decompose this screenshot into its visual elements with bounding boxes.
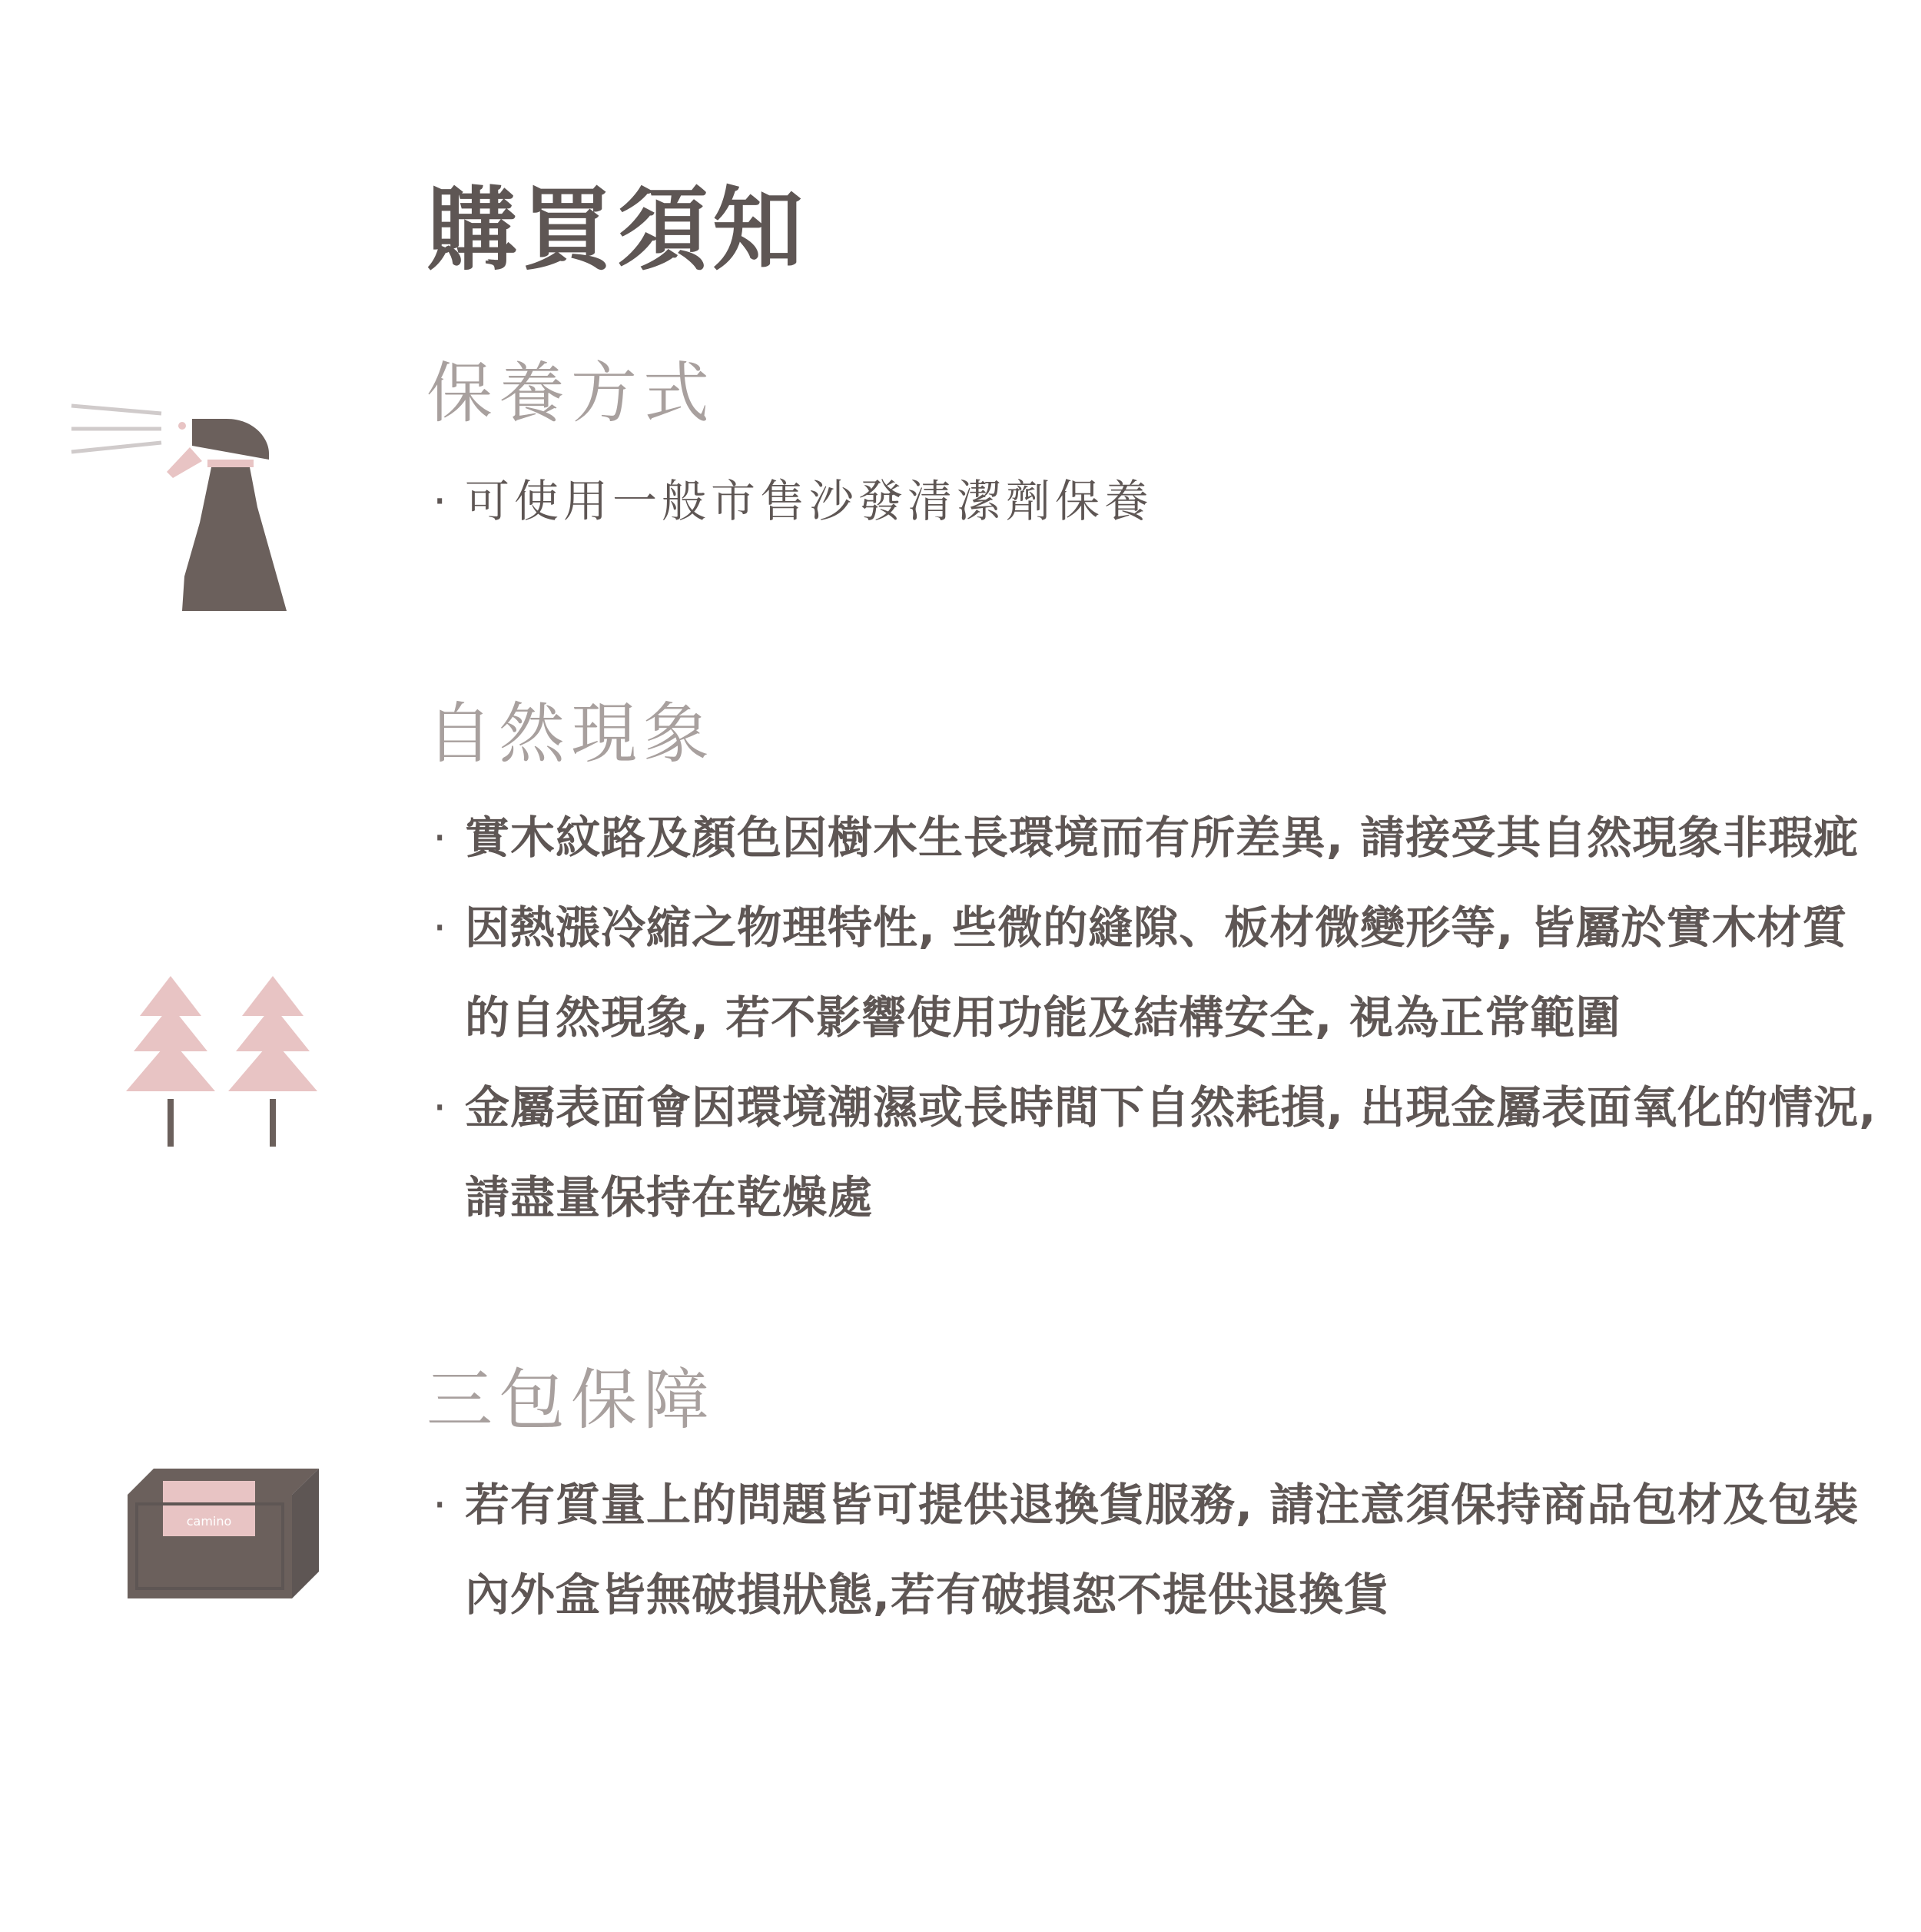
list-item: · 金屬表面會因環境潮濕或長時間下自然耗損, 出現金屬表面氧化的情況, 請盡量保持在乾燥處	[426, 1063, 1886, 1243]
bullet-symbol: ·	[433, 901, 448, 954]
section-title-care: 保養方式	[426, 355, 715, 432]
care-list	[426, 455, 1886, 547]
natural-list	[426, 793, 1886, 1243]
bullet-symbol: ·	[433, 1081, 448, 1134]
bullet-symbol: ·	[433, 475, 452, 527]
package-box-icon	[123, 1464, 323, 1602]
list-item: · 若有質量上的問題皆可提供退換貨服務, 請注意須保持商品包材及包裝內外盒皆無破損狀態,若有破損恕不提供退換貨	[426, 1460, 1886, 1640]
list-item: · 實木紋路及顏色因樹木生長環境而有所差異, 請接受其自然現象非瑕疵	[426, 793, 1886, 883]
spray-bottle-icon	[65, 392, 296, 622]
trees-icon	[123, 976, 330, 1153]
box-label: camino	[186, 1514, 232, 1529]
section-title-guarantee: 三包保障	[426, 1362, 715, 1439]
page-title: 購買須知	[426, 177, 808, 283]
section-title-natural: 自然現象	[426, 695, 715, 772]
bullet-symbol: ·	[433, 1479, 448, 1531]
list-item: · 因熱漲冷縮之物理特性, 些微的縫隙、板材微變形等, 皆屬於實木材質的自然現象, 若不影響使用功能及結構安全, 視為正常範圍	[426, 883, 1886, 1063]
list-item: · 可使用一般市售沙發清潔劑保養	[426, 455, 1886, 547]
guarantee-list	[426, 1460, 1886, 1640]
bullet-symbol: ·	[433, 812, 448, 864]
